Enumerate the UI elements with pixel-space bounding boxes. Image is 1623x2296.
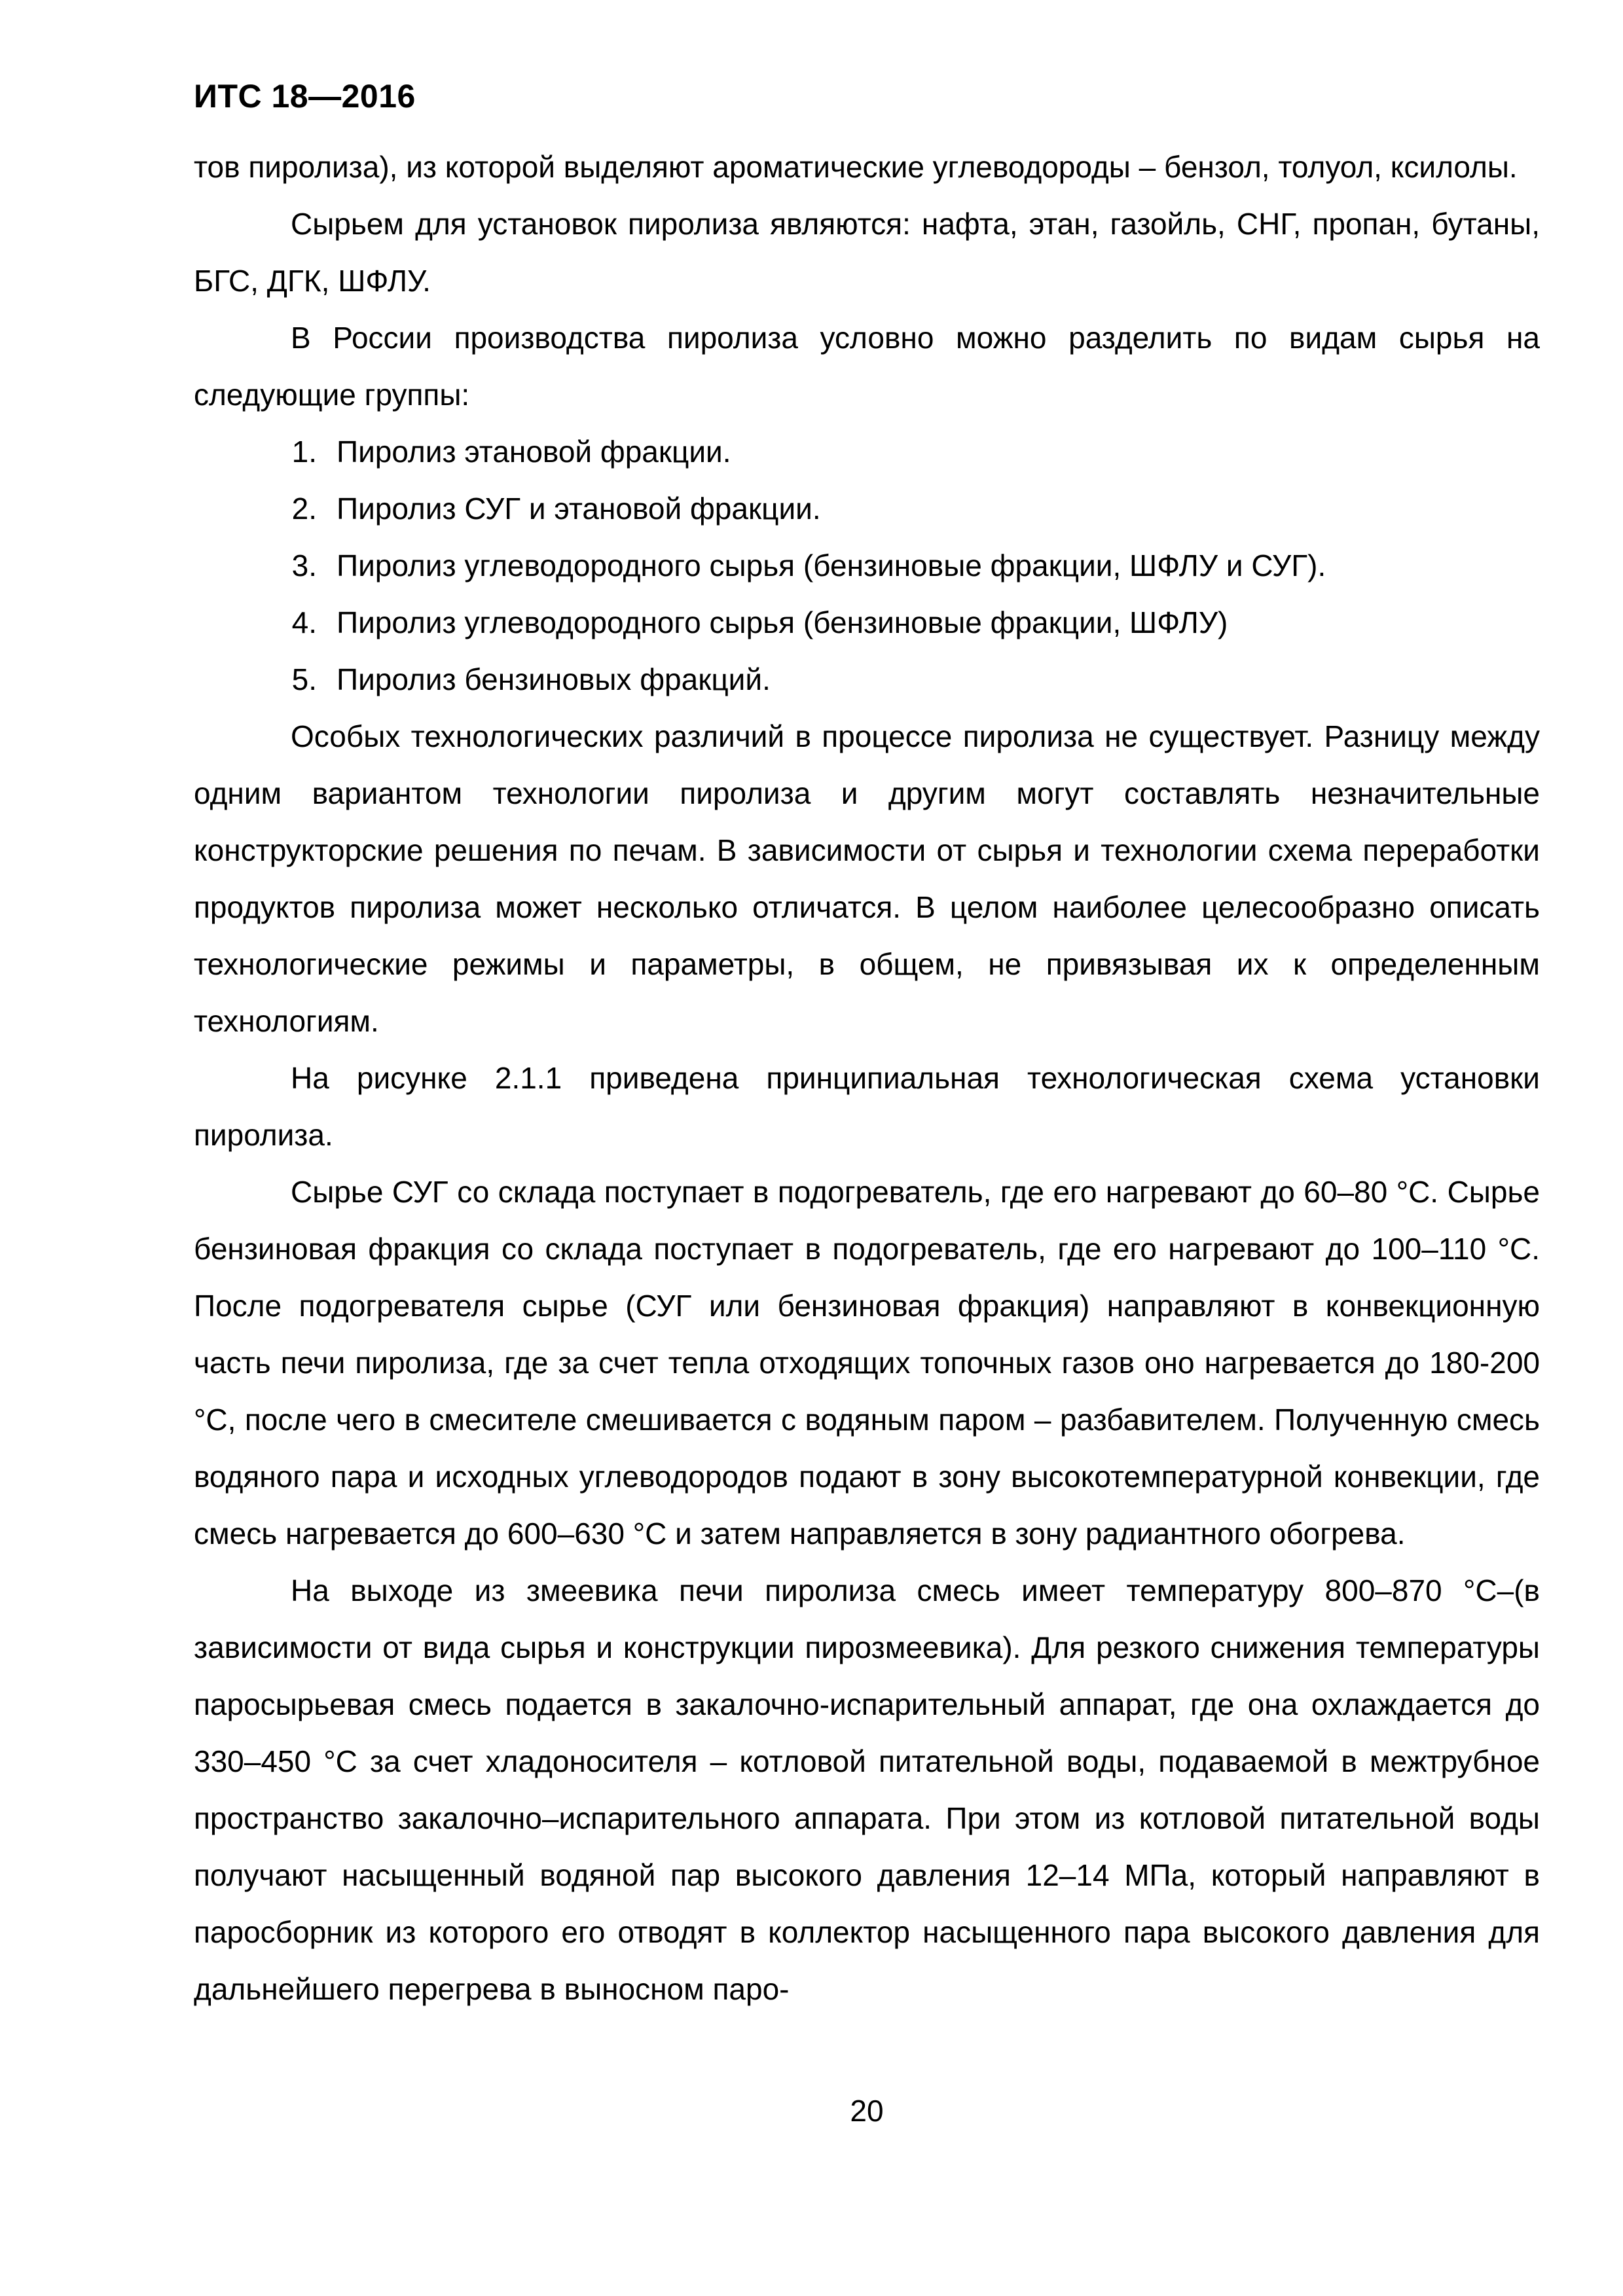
page-number: 20	[850, 2094, 884, 2128]
paragraph: На выходе из змеевика печи пиролиза смесь имеет температуру 800–870 °С–(в зависимости от вида сырья и конструкции пирозмеевика). Для резкого снижения температуры паросырьевая смесь подается в закалочно-испарительный аппарат, где она охлаждается до 330–450 °С за счет хладоносителя – котловой питательной воды, подаваемой в межтрубное пространство закалочно–испарительного аппарата. При этом из котловой питательной воды получают насыщенный водяной пар высокого давления 12–14 МПа, который направляют в паросборник из которого его отводят в коллектор насыщенного пара высокого давления для дальнейшего перегрева в выносном паро-	[194, 1573, 1540, 2006]
list-item-text: Пиролиз углеводородного сырья (бензиновые фракции, ШФЛУ)	[337, 605, 1228, 639]
paragraph: На рисунке 2.1.1 приведена принципиальная технологическая схема установки пиролиза.	[194, 1061, 1540, 1152]
list-item-text: Пиролиз этановой фракции.	[337, 435, 731, 469]
list-item	[194, 480, 1540, 537]
paragraph: Сырье СУГ со склада поступает в подогреватель, где его нагревают до 60–80 °С. Сырье бензиновая фракция со склада поступает в подогреватель, где его нагревают до 100–110 °С. После подогревателя сырье (СУГ или бензиновая фракция) направляют в конвекционную часть печи пиролиза, где за счет тепла отходящих топочных газов оно нагревается до 180-200 °С, после чего в смесителе смешивается с водяным паром – разбавителем. Полученную смесь водяного пара и исходных углеводородов подают в зону высокотемпературной конвекции, где смесь нагревается до 600–630 °С и затем направляется в зону радиантного обогрева.	[194, 1175, 1540, 1551]
list-item-text: Пиролиз бензиновых фракций.	[337, 662, 771, 696]
paragraph: тов пиролиза), из которой выделяют ароматические углеводороды – бензол, толуол, ксилолы.	[194, 150, 1518, 184]
list-item-number: 2.	[291, 492, 317, 526]
body-text	[194, 139, 1540, 2018]
list-item	[194, 651, 1540, 708]
document-code-header: ИТС 18—2016	[194, 78, 416, 115]
list-item-number: 3.	[291, 548, 317, 583]
paragraph: В России производства пиролиза условно можно разделить по видам сырья на следующие группы:	[194, 321, 1540, 412]
feedstock-groups-list	[194, 423, 1540, 708]
list-item	[194, 423, 1540, 480]
paragraph: Особых технологических различий в процессе пиролиза не существует. Разницу между одним вариантом технологии пиролиза и другим могут составлять незначительные конструкторские решения по печам. В зависимости от сырья и технологии схема переработки продуктов пиролиза может несколько отличатся. В целом наиболее целесообразно описать технологические режимы и параметры, в общем, не привязывая их к определенным технологиям.	[194, 719, 1540, 1038]
list-item	[194, 537, 1540, 594]
list-item-text: Пиролиз углеводородного сырья (бензиновые фракции, ШФЛУ и СУГ).	[337, 548, 1326, 583]
list-item-number: 4.	[291, 605, 317, 639]
list-item-number: 1.	[291, 435, 317, 469]
list-item-text: Пиролиз СУГ и этановой фракции.	[337, 492, 821, 526]
list-item-number: 5.	[291, 662, 317, 696]
paragraph: Сырьем для установок пиролиза являются: нафта, этан, газойль, СНГ, пропан, бутаны, БГС, ДГК, ШФЛУ.	[194, 207, 1540, 298]
list-item	[194, 594, 1540, 651]
